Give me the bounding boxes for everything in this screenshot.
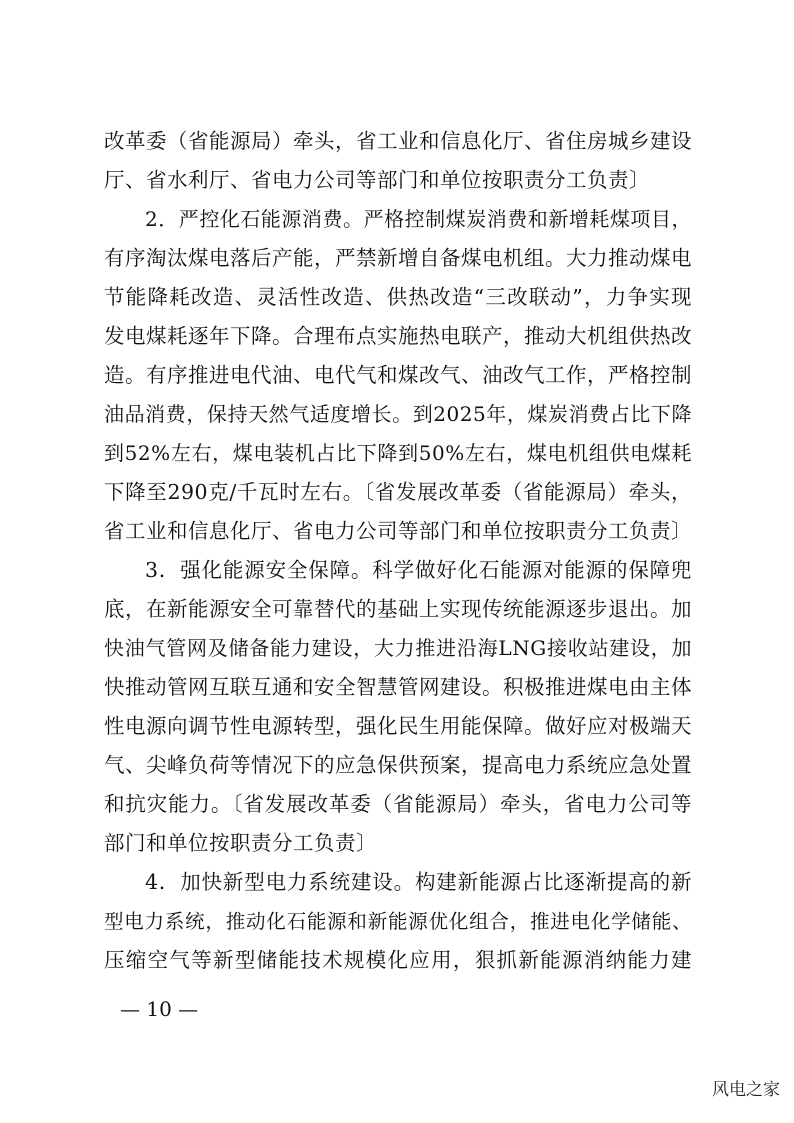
paragraph-heading-line: 2．严控化石能源消费。严格控制煤炭消费和新增耗煤项目， bbox=[145, 207, 692, 231]
paragraph-heading-line: 3．强化能源安全保障。科学做好化石能源对能源的保障兜 bbox=[145, 558, 692, 582]
text-line: 性电源向调节性电源转型，强化民生用能保障。做好应对极端天 bbox=[104, 714, 692, 738]
text-line: 快推动管网互联互通和安全智慧管网建设。积极推进煤电由主体 bbox=[104, 675, 692, 699]
text-line: 省工业和信息化厅、省电力公司等部门和单位按职责分工负责〕 bbox=[104, 519, 692, 543]
text-line: 型电力系统，推动化石能源和新能源优化组合，推进电化学储能、 bbox=[104, 910, 692, 933]
text-line: 底，在新能源安全可靠替代的基础上实现传统能源逐步退出。加 bbox=[104, 597, 692, 621]
text-line: 改革委（省能源局）牵头，省工业和信息化厅、省住房城乡建设 bbox=[104, 129, 692, 153]
paragraph-heading-line: 4．加快新型电力系统建设。构建新能源占比逐渐提高的新 bbox=[145, 870, 692, 894]
text-line: 厅、省水利厅、省电力公司等部门和单位按职责分工负责〕 bbox=[104, 168, 650, 192]
text-line: 快油气管网及储备能力建设，大力推进沿海LNG接收站建设，加 bbox=[104, 636, 692, 660]
text-line: 油品消费，保持天然气适度增长。到2025年，煤炭消费占比下降 bbox=[104, 402, 692, 426]
text-line: 有序淘汰煤电落后产能，严禁新增自备煤电机组。大力推动煤电 bbox=[104, 246, 692, 270]
text-line: 下降至290克/千瓦时左右。〔省发展改革委（省能源局）牵头， bbox=[104, 480, 692, 504]
document-body bbox=[104, 122, 692, 980]
text-line: 气、尖峰负荷等情况下的应急保供预案，提高电力系统应急处置 bbox=[104, 753, 692, 777]
text-line: 节能降耗改造、灵活性改造、供热改造“三改联动”，力争实现 bbox=[104, 285, 692, 309]
text-line: 压缩空气等新型储能技术规模化应用，狠抓新能源消纳能力建 bbox=[104, 948, 692, 972]
text-line: 和抗灾能力。〔省发展改革委（省能源局）牵头，省电力公司等 bbox=[104, 792, 692, 816]
text-line: 造。有序推进电代油、电代气和煤改气、油改气工作，严格控制 bbox=[104, 363, 692, 387]
text-line: 部门和单位按职责分工负责〕 bbox=[104, 831, 377, 855]
page-number: — 10 — bbox=[120, 997, 199, 1021]
watermark-label: 风电之家 bbox=[712, 1080, 780, 1100]
text-line: 发电煤耗逐年下降。合理布点实施热电联产，推动大机组供热改 bbox=[104, 324, 692, 348]
text-line: 到52%左右，煤电装机占比下降到50%左右，煤电机组供电煤耗 bbox=[104, 441, 692, 465]
